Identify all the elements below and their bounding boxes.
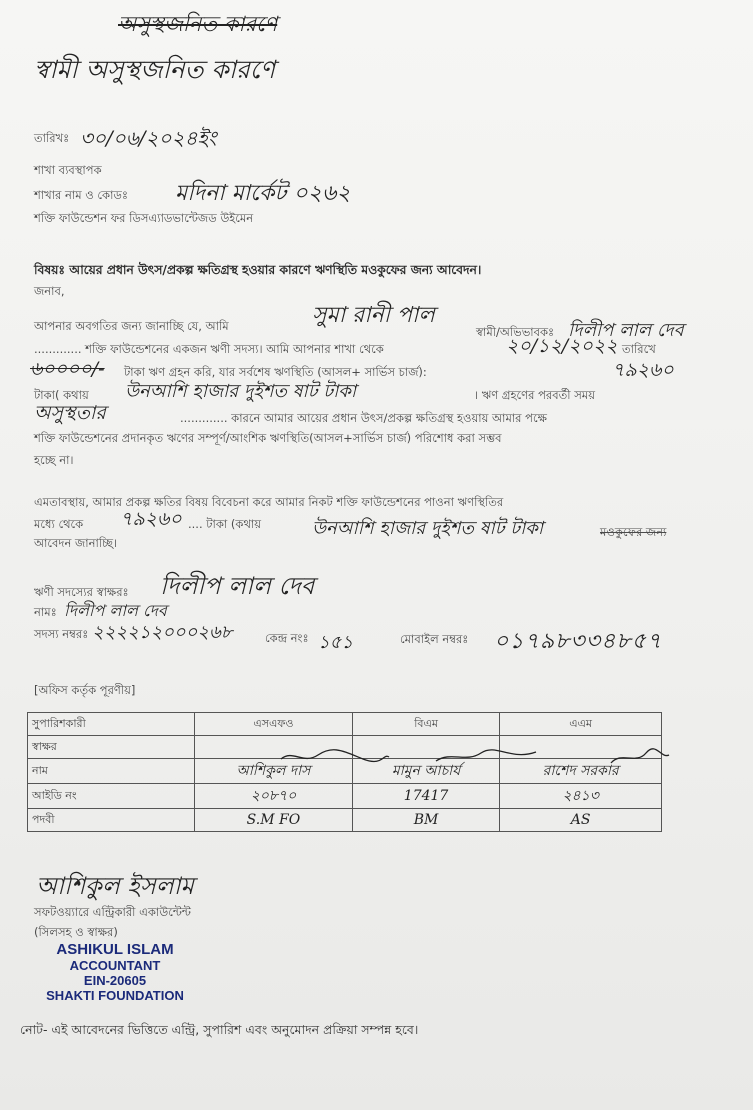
para1-text: তারিখে xyxy=(622,342,656,356)
signature-scribble xyxy=(273,747,393,767)
balance-words-hw: উনআশি হাজার দুইশত ষাট টাকা xyxy=(125,381,357,402)
para2-text: .... টাকা (কথায় xyxy=(188,517,262,531)
table-row xyxy=(28,736,662,759)
para1-text: শক্তি ফাউন্ডেশনের প্রদানকৃত ঋণের সম্পূর্ণ/আংশিক ঋণস্থিতি(আসল+সার্ভিস চার্জ) পরিশোধ করা সম্ভব xyxy=(34,431,502,445)
guardian-hw: দিলীপ লাল দেব xyxy=(568,320,684,341)
table-cell: ২০৮৭০ xyxy=(195,784,353,809)
loan-date-hw: ২০/১২/২০২২ xyxy=(506,335,618,357)
para2-text: আবেদন জানাচ্ছি। xyxy=(34,536,118,550)
table-header: এএম xyxy=(500,713,662,736)
table-cell: ২৪১৩ xyxy=(500,784,662,809)
mobile-label: মোবাইল নম্বরঃ xyxy=(400,632,469,646)
para1-text: আপনার অবগতির জন্য জানাচ্ছি যে, আমি xyxy=(34,319,229,333)
para2-text: মধ্যে থেকে xyxy=(34,517,84,531)
table-row xyxy=(28,809,662,832)
mobile-hw: ০১৭৯৮৩৩৪৮৫৭ xyxy=(494,629,663,654)
waiver-words-hw: উনআশি হাজার দুইশত ষাট টাকা xyxy=(312,518,544,539)
para1-text: টাকা( কথায় xyxy=(34,388,89,402)
table-row xyxy=(28,713,662,736)
center-hw: ১৫১ xyxy=(318,632,354,653)
accountant-title: সফটওয়্যারে এন্ট্রিকারী একাউন্টেন্ট xyxy=(34,905,191,919)
para1-text: টাকা ঋণ গ্রহন করি, যার সর্বশেষ ঋণস্থিতি (আসল+ সার্ভিস চার্জ): xyxy=(124,365,427,379)
balance-hw: ৭৯২৬০ xyxy=(612,359,674,381)
member-no-hw: ২২২২১২০০০২৬৮ xyxy=(92,622,233,643)
table-cell: BM xyxy=(352,809,499,832)
table-cell: আশিকুল দাস xyxy=(195,759,353,784)
struck-heading: অসুস্থজনিত কারণে xyxy=(118,12,278,36)
table-cell: মামুন আচার্য xyxy=(352,759,499,784)
member-name-value-hw: দিলীপ লাল দেব xyxy=(64,601,167,620)
stamp-line: ASHIKUL ISLAM xyxy=(56,941,174,958)
member-signature-hw: দিলীপ লাল দেব xyxy=(160,572,315,600)
row-label: নাম xyxy=(28,759,195,784)
table-header: এসএফও xyxy=(195,713,353,736)
office-note: [অফিস কর্তৃক পূরণীয়] xyxy=(34,683,136,697)
member-name-label: নামঃ xyxy=(34,605,57,619)
member-name-hw: সুমা রানী পাল xyxy=(312,303,435,328)
stamp-line: SHAKTI FOUNDATION xyxy=(46,988,184,1003)
date-label: তারিখঃ xyxy=(34,131,70,145)
table-header: সুপারিশকারী xyxy=(28,713,195,736)
stamp-line: EIN-20605 xyxy=(83,973,147,988)
heading: স্বামী অসুস্থজনিত কারণে xyxy=(34,55,275,84)
seal-note: (সিলসহ ও স্বাক্ষর) xyxy=(34,925,118,939)
member-sig-label: ঋণী সদস্যের স্বাক্ষরঃ xyxy=(34,585,129,599)
row-label: পদবী xyxy=(28,809,195,832)
para1-text: হচ্ছে না। xyxy=(34,453,74,467)
para1-text: ............. কারনে আমার আয়ের প্রধান উৎস/প্রকল্প ক্ষতিগ্রস্থ হওয়ায় আমার পক্ষে xyxy=(180,411,547,425)
signature-scribble xyxy=(426,747,546,767)
signature-scribble xyxy=(581,747,701,767)
branch-label: শাখার নাম ও কোডঃ xyxy=(34,188,129,202)
branch-value: মদিনা মার্কেট ০২৬২ xyxy=(175,181,351,206)
stamp-line: ACCOUNTANT xyxy=(69,958,161,973)
table-row xyxy=(28,784,662,809)
reason-hw: অসুস্থতার xyxy=(34,402,106,424)
table-header: বিএম xyxy=(352,713,499,736)
signature-cell xyxy=(195,736,353,759)
table-cell: রাশেদ সরকার xyxy=(500,759,662,784)
row-label: আইডি নং xyxy=(28,784,195,809)
table-cell: S.M FO xyxy=(195,809,353,832)
para1-text: ............. শক্তি ফাউন্ডেশনের একজন ঋণী সদস্য। আমি আপনার শাখা থেকে xyxy=(34,342,384,356)
table-cell: 17417 xyxy=(352,784,499,809)
accountant-stamp xyxy=(30,942,200,1003)
waiver-amount-hw: ৭৯২৬০ xyxy=(120,508,182,530)
para1-text: স্বামী/অভিভাবকঃ xyxy=(476,325,555,339)
member-no-label: সদস্য নম্বরঃ xyxy=(34,627,89,641)
date-value: ৩০/০৬/২০২৪ইং xyxy=(80,126,217,150)
subject: বিষয়ঃ আয়ের প্রধান উৎস/প্রকল্প ক্ষতিগ্রস্থ হওয়ার কারণে ঋণস্থিতি মওকুফের জন্য আবেদন। xyxy=(34,263,482,277)
footer-note: নোট- এই আবেদনের ভিত্তিতে এন্ট্রি, সুপারিশ এবং অনুমোদন প্রক্রিয়া সম্পন্ন হবে। xyxy=(20,1022,419,1037)
accountant-signature-hw: আশিকুল ইসলাম xyxy=(36,872,194,900)
para1-text: । ঋণ গ্রহণের পরবর্তী সময় xyxy=(474,388,595,402)
loan-amount-hw: ৬০০০০/- xyxy=(30,358,105,380)
para2-text: এমতাবস্থায়, আমার প্রকল্প ক্ষতির বিষয় বিবেচনা করে আমার নিকট শক্তি ফাউন্ডেশনের পাওনা ঋণস্থিতির xyxy=(34,495,504,509)
recipient-line3: শক্তি ফাউন্ডেশন ফর ডিসএ্যাডভান্টেজড উইমেন xyxy=(34,211,254,225)
office-table xyxy=(27,712,662,832)
row-label: স্বাক্ষর xyxy=(28,736,195,759)
salutation: জনাব, xyxy=(34,284,65,298)
para2-text: মওকুফের জন্য xyxy=(600,525,667,539)
center-label: কেন্দ্র নংঃ xyxy=(265,631,309,645)
table-cell: AS xyxy=(500,809,662,832)
recipient-line1: শাখা ব্যবস্থাপক xyxy=(34,163,102,177)
